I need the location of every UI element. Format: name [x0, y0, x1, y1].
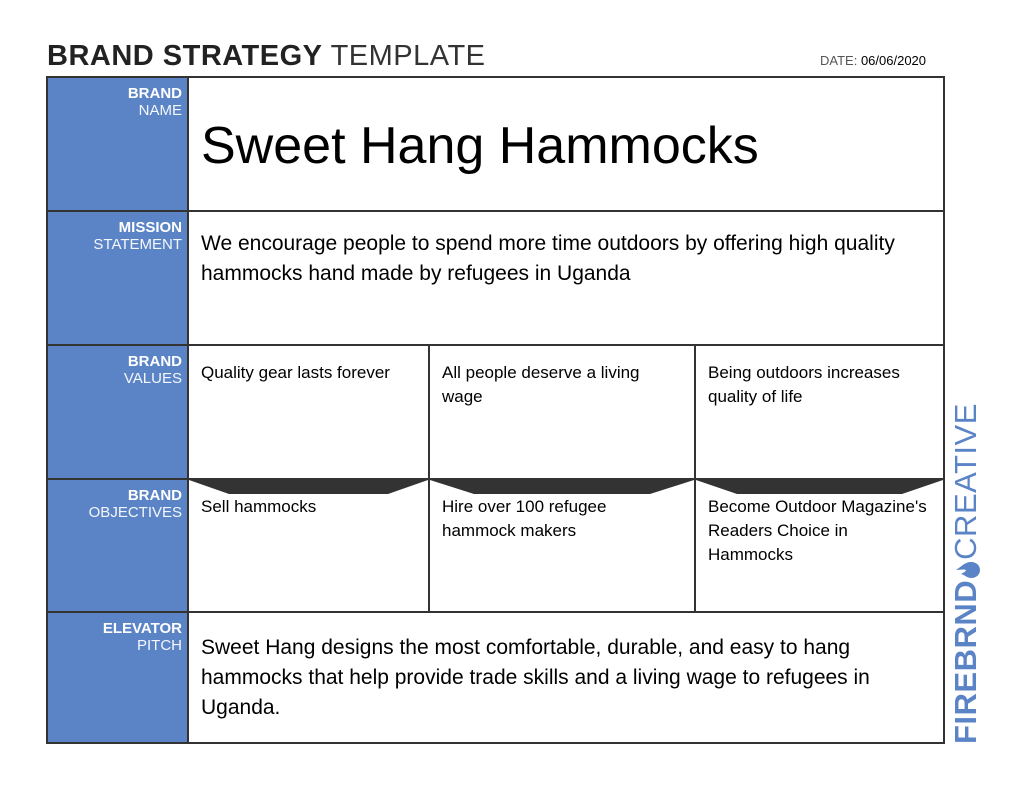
date-field [820, 53, 926, 68]
firebrnd-creative-logo [948, 403, 983, 744]
date-label: DATE: [820, 53, 858, 68]
label-brand-name-bold: BRAND [127, 85, 182, 102]
flame-icon [955, 560, 981, 580]
page-title [47, 40, 486, 73]
brand-objective-3 [696, 480, 943, 613]
label-values-light: VALUES [123, 370, 182, 387]
brand-value-2: All people deserve a living wage [430, 346, 696, 480]
label-brand-objectives [48, 480, 189, 613]
brand-objective-3-text: Become Outdoor Magazine's Readers Choice in Hammocks [708, 497, 927, 564]
down-arrow-icon [189, 480, 428, 494]
brand-value-1: Quality gear lasts forever [189, 346, 430, 480]
label-mission-bold: MISSION [118, 219, 182, 236]
brand-objective-1 [189, 480, 430, 613]
brand-value-3: Being outdoors increases quality of life [696, 346, 943, 480]
logo-bold-text: FIREBRND [948, 579, 983, 744]
label-pitch-bold: ELEVATOR [102, 620, 182, 637]
label-objectives-bold: BRAND [127, 487, 182, 504]
logo-light-text: CREATIVE [948, 403, 983, 560]
brand-objective-2-text: Hire over 100 refugee hammock makers [442, 497, 607, 540]
label-brand-values [48, 346, 189, 480]
label-pitch-light: PITCH [137, 637, 182, 654]
label-mission [48, 212, 189, 346]
label-mission-light: STATEMENT [93, 236, 182, 253]
title-bold: BRAND STRATEGY [47, 40, 323, 72]
down-arrow-icon [696, 480, 943, 494]
date-value: 06/06/2020 [860, 53, 927, 68]
brand-objective-2 [430, 480, 696, 613]
label-values-bold: BRAND [127, 353, 182, 370]
label-brand-name-light: NAME [138, 102, 182, 119]
strategy-grid [46, 76, 945, 744]
label-objectives-light: OBJECTIVES [88, 504, 182, 521]
elevator-pitch-value: Sweet Hang designs the most comfortable, durable, and easy to hang hammocks that help provide trade skills and a living wage to refugees in Uganda. [189, 613, 943, 742]
label-brand-name [48, 78, 189, 212]
brand-name-value: Sweet Hang Hammocks [189, 78, 943, 212]
brand-objective-1-text: Sell hammocks [201, 497, 317, 516]
down-arrow-icon [430, 480, 694, 494]
mission-statement-value: We encourage people to spend more time outdoors by offering high quality hammocks hand made by refugees in Uganda [189, 212, 943, 346]
title-light: TEMPLATE [330, 40, 486, 72]
label-elevator-pitch [48, 613, 189, 742]
